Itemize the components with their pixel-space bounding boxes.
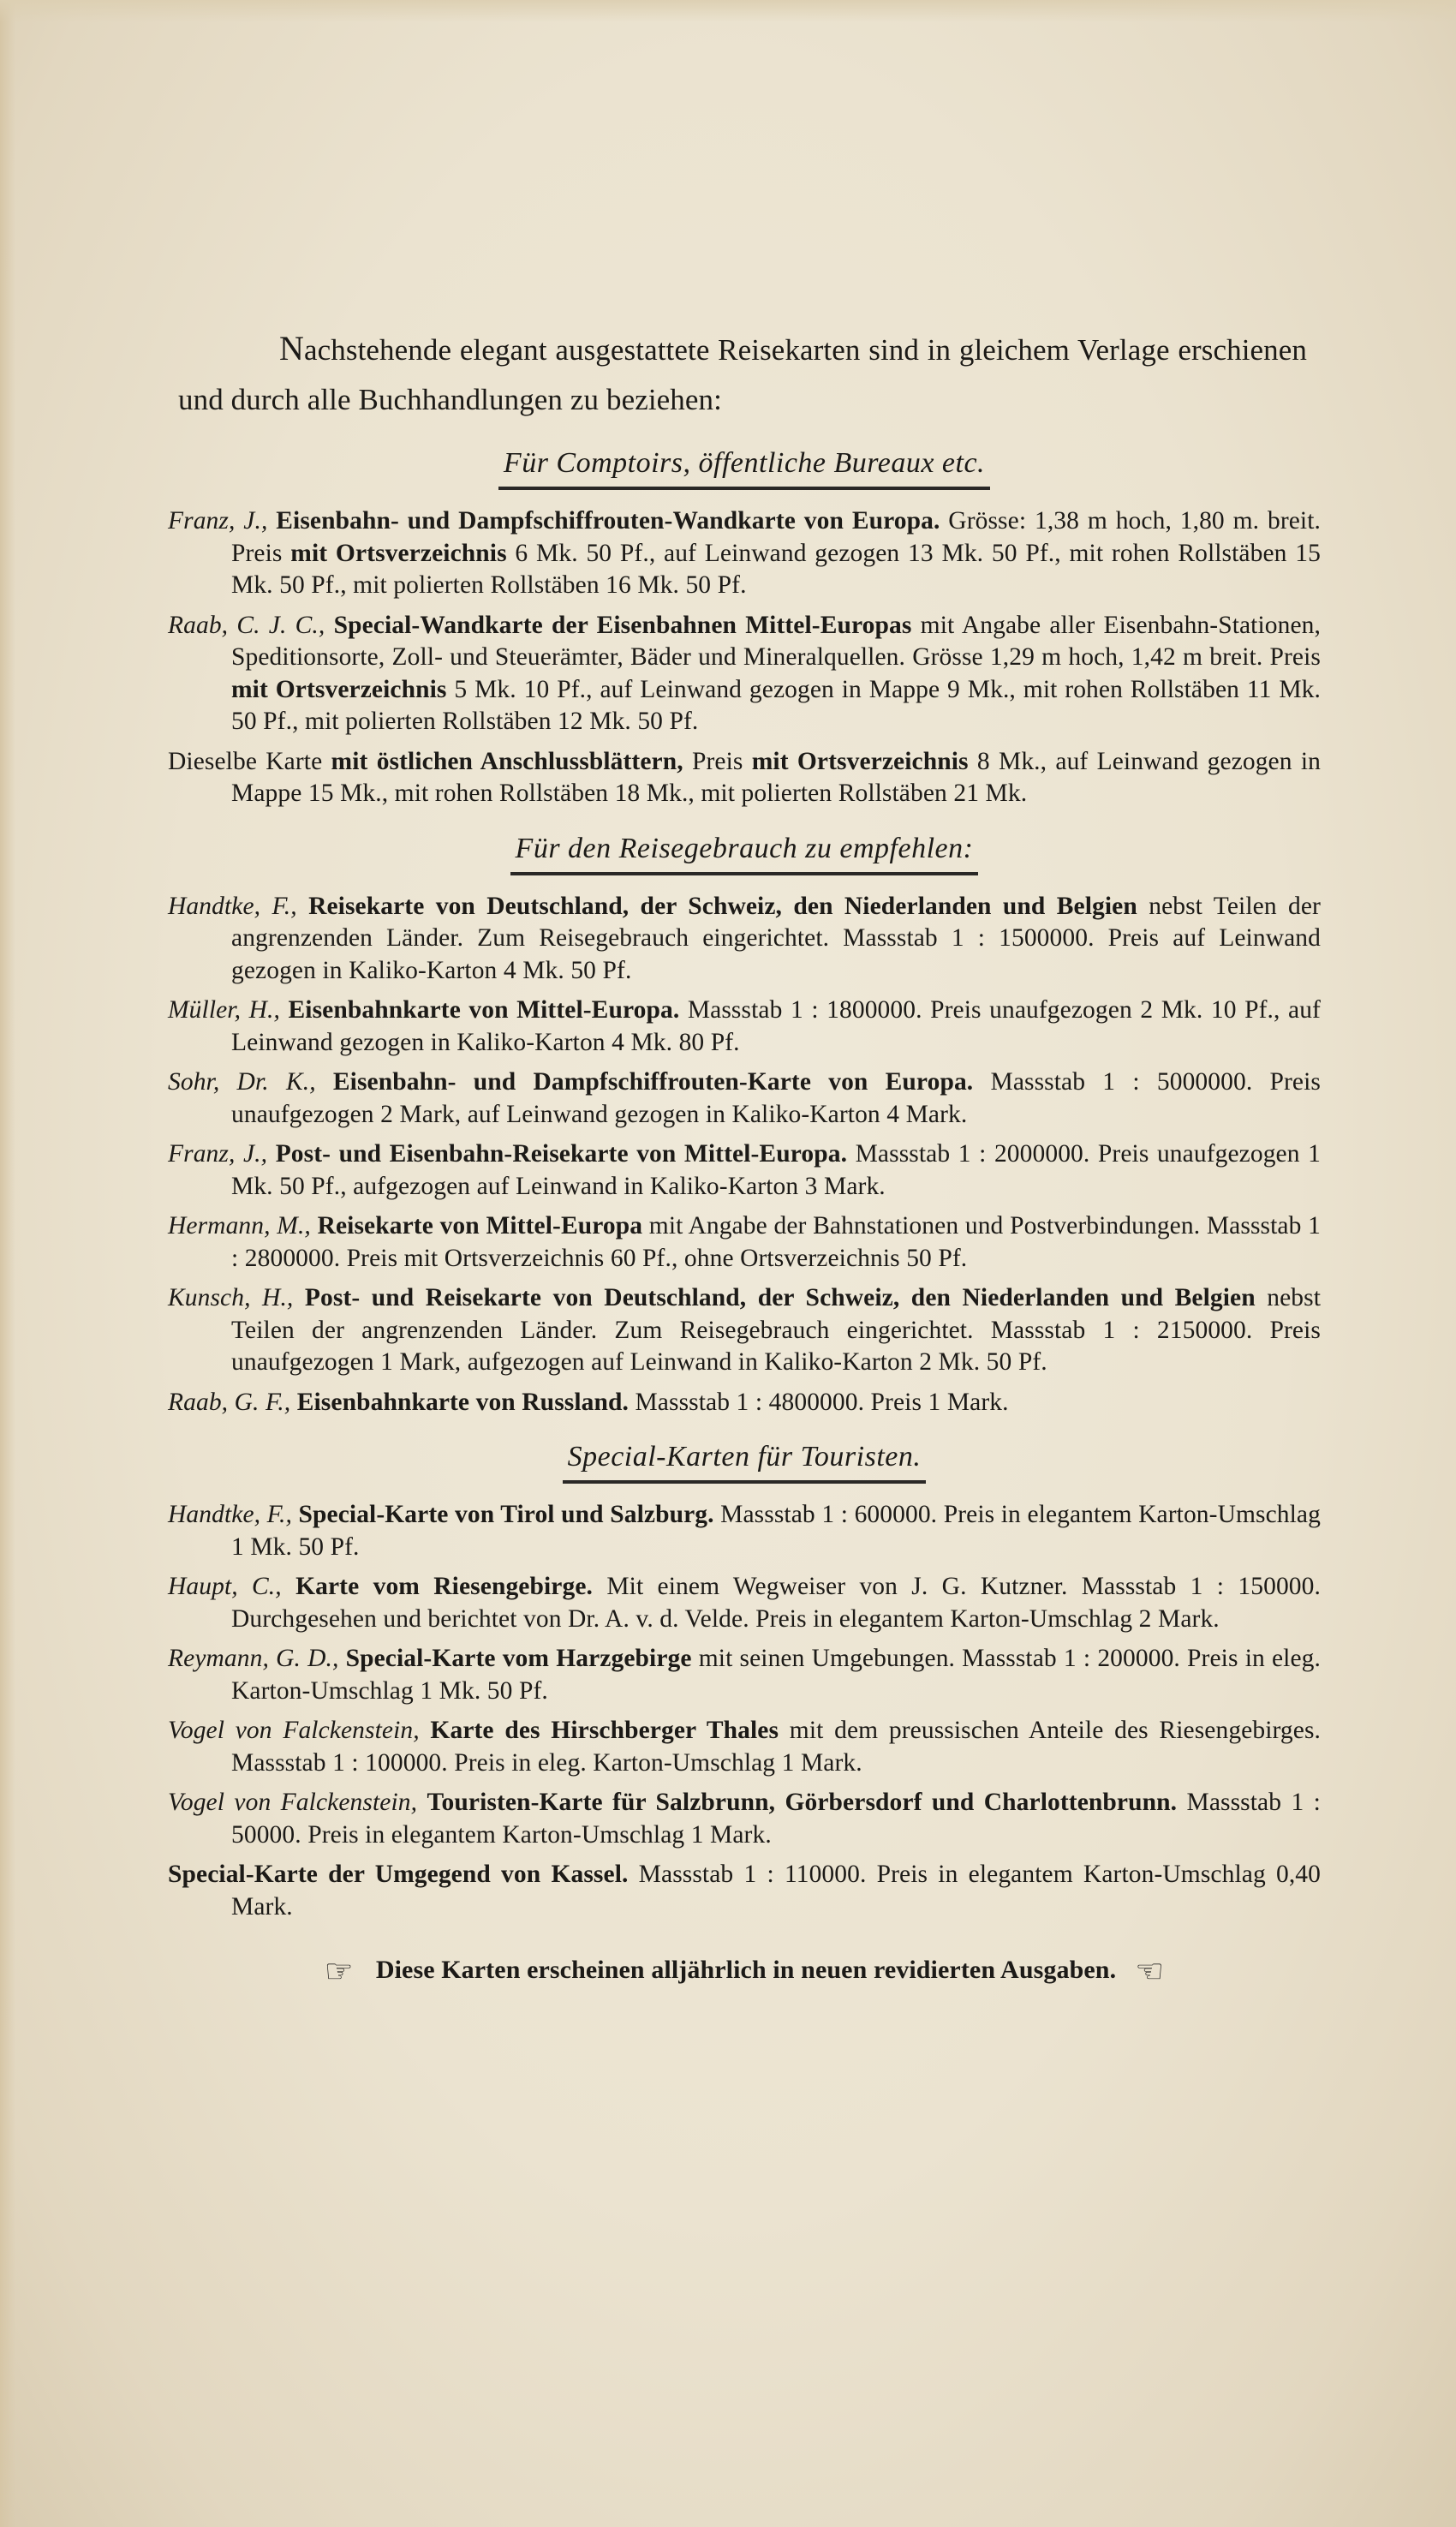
entry-title: Special-Karte vom Harzgebirge — [345, 1645, 692, 1672]
entry-description: 6 Mk. 50 Pf., auf Leinwand gezogen 13 Mk. 50 Pf., mit rohen Rollstäben 15 Mk. 50 Pf., mit polierten Rollstäben 16 Mk. 50 Pf. — [231, 539, 1321, 599]
intro-paragraph — [178, 324, 1307, 425]
paper-edge-left — [0, 0, 15, 2527]
entry-author: Müller, H., — [168, 996, 280, 1024]
entry-emphasis: mit Ortsverzeichnis — [231, 675, 447, 703]
section-heading-text: Special-Karten für Touristen. — [563, 1437, 927, 1484]
entry-author: Vogel von Falckenstein, — [168, 1789, 418, 1816]
entry-description: Massstab 1 : 110000. Preis in elegantem Karton-Umschlag 0,40 Mark. — [231, 1861, 1321, 1921]
entry-description: mit dem preussischen Anteile des Riesengebirges. Massstab 1 : 100000. Preis in eleg. Karton-Umschlag 1 Mark. — [231, 1717, 1321, 1777]
entry-title: Post- und Eisenbahn-Reisekarte von Mittel-Europa. — [275, 1140, 848, 1168]
footer-note — [168, 1945, 1321, 1997]
section-heading-text: Für den Reisegebrauch zu empfehlen: — [510, 829, 979, 875]
entry-description: mit Angabe aller Eisenbahn-Stationen, Speditionsorte, Zoll- und Steuerämter, Bäder und Mineralquellen. Grösse 1,29 m hoch, 1,42 m breit. Preis — [231, 611, 1321, 671]
entry-description: Massstab 1 : 4800000. Preis 1 Mark. — [629, 1388, 1009, 1416]
catalog-entry — [168, 1859, 1321, 1923]
entry-author: Handtke, F., — [168, 892, 297, 920]
catalog-entry — [168, 1787, 1321, 1851]
sections-container — [168, 444, 1321, 1923]
entry-title: Eisenbahn- und Dampfschiffrouten-Wandkarte von Europa. — [276, 507, 940, 535]
section-heading — [168, 1437, 1321, 1484]
entry-emphasis: mit Ortsverzeichnis — [290, 539, 507, 567]
entry-author: Raab, G. F., — [168, 1388, 291, 1416]
intro-text: achstehende elegant ausgestattete Reisekarten sind in gleichem Verlage erschienen und durch alle Buchhandlungen zu beziehen: — [178, 333, 1307, 416]
intro-initial: N — [279, 329, 304, 367]
entry-description: 8 Mk., auf Leinwand gezogen in Mappe 15 Mk., mit rohen Rollstäben 18 Mk., mit polierten Rollstäben 21 Mk. — [231, 747, 1322, 807]
entry-description: mit seinen Umgebungen. Massstab 1 : 200000. Preis in eleg. Karton-Umschlag 1 Mk. 50 Pf. — [231, 1645, 1321, 1705]
entry-emphasis: mit östlichen Anschlussblättern, — [331, 747, 683, 775]
entry-description: Mit einem Wegweiser von J. G. Kutzner. Massstab 1 : 150000. Durchgesehen und berichtet von Dr. A. v. d. Velde. Preis in elegantem Karton-Umschlag 2 Mark. — [231, 1573, 1321, 1633]
pointing-hand-right-icon: ☞ — [324, 1954, 354, 1991]
entry-description: 5 Mk. 10 Pf., auf Leinwand gezogen in Mappe 9 Mk., mit rohen Rollstäben 11 Mk. 50 Pf., mit polierten Rollstäben 12 Mk. 50 Pf. — [231, 675, 1321, 735]
entry-description: Grösse: 1,38 m hoch, 1,80 m. breit. Preis — [231, 507, 1321, 567]
catalog-entry — [168, 995, 1321, 1059]
catalog-entry — [168, 1571, 1321, 1635]
footer-note-text: Diese Karten erscheinen alljährlich in neuen revidierten Ausgaben. — [375, 1956, 1117, 1984]
catalog-entry — [168, 1210, 1321, 1275]
catalog-entry — [168, 1138, 1321, 1203]
paper-edge-top — [0, 0, 1456, 22]
entry-title: Reisekarte von Mittel-Europa — [317, 1212, 643, 1240]
section-heading — [168, 829, 1321, 875]
entry-author: Haupt, C., — [168, 1573, 282, 1600]
entry-title: Eisenbahnkarte von Russland. — [296, 1388, 629, 1416]
entry-author: Vogel von Falckenstein, — [168, 1717, 420, 1744]
entry-title: Eisenbahn- und Dampfschiffrouten-Karte von Europa. — [332, 1068, 974, 1096]
entry-title: Karte vom Riesengebirge. — [295, 1573, 594, 1600]
entry-description: Massstab 1 : 5000000. Preis unaufgezogen 2 Mark, auf Leinwand gezogen in Kaliko-Karton 4 Mark. — [231, 1068, 1321, 1128]
entry-title: Special-Wandkarte der Eisenbahnen Mittel-Europas — [333, 611, 912, 639]
catalog-entry — [168, 505, 1321, 602]
entry-author: Sohr, Dr. K., — [168, 1068, 316, 1096]
entry-description: Preis — [683, 747, 752, 775]
entry-author: Raab, C. J. C., — [168, 611, 325, 639]
entry-description: nebst Teilen der angrenzenden Länder. Zum Reisegebrauch eingerichtet. Massstab 1 : 1500000. Preis auf Leinwand gezogen in Kaliko-Karton 4 Mk. 50 Pf. — [231, 892, 1321, 984]
entry-author: Hermann, M., — [168, 1212, 311, 1240]
entry-title: Reisekarte von Deutschland, der Schweiz, den Niederlanden und Belgien — [308, 892, 1137, 920]
entry-description: Massstab 1 : 50000. Preis in elegantem Karton-Umschlag 1 Mark. — [231, 1789, 1321, 1849]
entry-description: nebst Teilen der angrenzenden Länder. Zum Reisegebrauch eingerichtet. Massstab 1 : 2150000. Preis unaufgezogen 1 Mark, aufgezogen auf Leinwand in Kaliko-Karton 2 Mk. 50 Pf. — [231, 1284, 1322, 1376]
catalog-entry — [168, 610, 1321, 738]
entry-author: Kunsch, H., — [168, 1284, 294, 1311]
entry-title: Touristen-Karte für Salzbrunn, Görbersdorf und Charlottenbrunn. — [427, 1789, 1178, 1816]
entry-title: Special-Karte von Tirol und Salzburg. — [298, 1501, 714, 1528]
catalog-entry — [168, 1715, 1321, 1779]
entry-description: Massstab 1 : 2000000. Preis unaufgezogen 1 Mk. 50 Pf., aufgezogen auf Leinwand in Kaliko-Karton 3 Mark. — [231, 1140, 1321, 1200]
catalog-entry — [168, 1066, 1321, 1131]
entry-title: Post- und Reisekarte von Deutschland, der Schweiz, den Niederlanden und Belgien — [304, 1284, 1256, 1311]
entry-description: mit Angabe der Bahnstationen und Postverbindungen. Massstab 1 : 2800000. Preis mit Ortsverzeichnis 60 Pf., ohne Ortsverzeichnis 50 Pf. — [231, 1212, 1321, 1272]
pointing-hand-left-icon: ☜ — [1135, 1954, 1165, 1991]
catalog-entry — [168, 891, 1321, 988]
entry-emphasis: mit Ortsverzeichnis — [751, 747, 969, 775]
catalog-entry — [168, 1643, 1321, 1707]
entry-author: Reymann, G. D., — [168, 1645, 339, 1672]
catalog-page — [168, 324, 1321, 1997]
entry-description: Massstab 1 : 600000. Preis in elegantem Karton-Umschlag 1 Mk. 50 Pf. — [231, 1501, 1321, 1561]
entry-author: Franz, J., — [168, 507, 268, 535]
catalog-entry — [168, 1387, 1321, 1419]
entry-author: Handtke, F., — [168, 1501, 292, 1528]
section-heading-text: Für Comptoirs, öffentliche Bureaux etc. — [498, 444, 990, 490]
entry-title: Eisenbahnkarte von Mittel-Europa. — [288, 996, 680, 1024]
entry-title: Special-Karte der Umgegend von Kassel. — [168, 1861, 629, 1888]
catalog-entry — [168, 746, 1321, 810]
catalog-entry — [168, 1499, 1321, 1563]
section-heading — [168, 444, 1321, 490]
entry-description: Dieselbe Karte — [168, 747, 331, 775]
entry-description: Massstab 1 : 1800000. Preis unaufgezogen 2 Mk. 10 Pf., auf Leinwand gezogen in Kaliko-Karton 4 Mk. 80 Pf. — [231, 996, 1321, 1056]
entry-title: Karte des Hirschberger Thales — [430, 1717, 779, 1744]
entry-author: Franz, J., — [168, 1140, 268, 1168]
catalog-entry — [168, 1282, 1321, 1379]
